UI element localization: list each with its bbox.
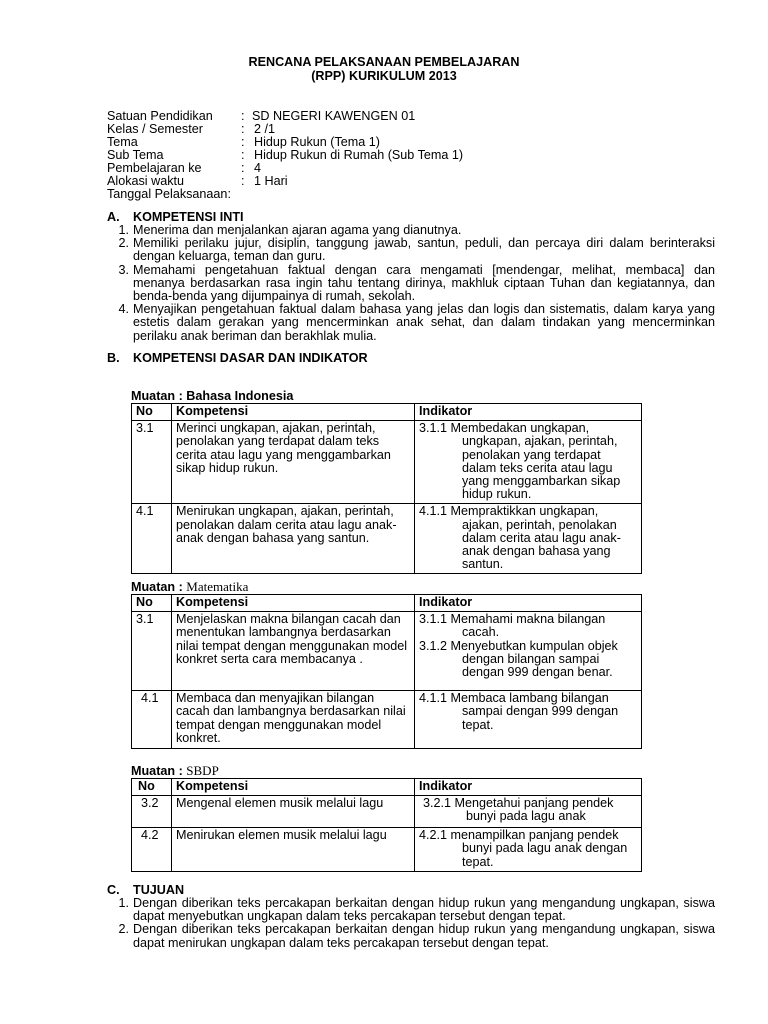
kompetensi-inti-list — [107, 224, 715, 343]
list-item: 1. Dengan diberikan teks percakapan berkaitan dengan hidup rukun yang mengandung ungkapan, siswa dapat menyebutkan ungkapan dalam teks percakapan tersebut dengan tepat. — [118, 896, 715, 924]
table-row: 3.1 Merinci ungkapan, ajakan, perintah, penolakan yang terdapat dalam teks cerita atau lagu yang menggambarkan sikap hidup rukun. 3.1.1 Membedakan ungkapan, ungkapan, ajakan, perintah, penolakan yang terdapat dalam teks cerita atau lagu yang menggambarkan sikap hidup rukun. — [132, 421, 642, 504]
table-row: 3.1 Menjelaskan makna bilangan cacah dan menentukan lambangnya berdasarkan nilai tempat dengan menggunakan model konkret serta cara membacanya . 3.1.1 Memahami makna bilangan cacah. 3.1.2 Menyebutkan kumpulan objek dengan bilangan sampai dengan 999 dengan benar. — [132, 612, 642, 691]
identity-row: Tanggal Pelaksanaan : — [107, 187, 231, 201]
table-row: 4.1 Menirukan ungkapan, ajakan, perintah, penolakan dalam cerita atau lagu anak-anak dengan bahasa yang santun. 4.1.1 Mempraktikkan ungkapan, ajakan, perintah, penolakan dalam cerita atau lagu anak-anak dengan bahasa yang santun. — [132, 504, 642, 574]
table-bahasa-indonesia — [131, 403, 642, 574]
table-row: 4.1 Membaca dan menyajikan bilangan cacah dan lambangnya berdasarkan nilai tempat dengan menggunakan model konkret. 4.1.1 Membaca lambang bilangan sampai dengan 999 dengan tepat. — [132, 691, 642, 749]
table-header-row: No Kompetensi Indikator — [132, 595, 642, 612]
identity-row: Pembelajaran ke : 4 — [107, 161, 262, 175]
tujuan-list — [107, 897, 715, 950]
identity-row: Satuan Pendidikan : SD NEGERI KAWENGEN 01 — [107, 109, 416, 123]
table-row: 3.2 Mengenal elemen musik melalui lagu 3.2.1 Mengetahui panjang pendek bunyi pada lagu anak — [132, 796, 642, 828]
list-item: 3. Memahami pengetahuan faktual dengan cara mengamati [mendengar, melihat, membaca] dan menanya berdasarkan rasa ingin tahu tentang dirinya, makhluk ciptaan Tuhan dan kegiatannya, dan benda-benda yang dijumpainya di rumah, sekolah. — [118, 262, 715, 304]
section-b-heading: B. KOMPETENSI DASAR DAN INDIKATOR — [107, 351, 368, 365]
list-item: 2. Memiliki perilaku jujur, disiplin, tanggung jawab, santun, peduli, dan percaya diri dalam berinteraksi dengan keluarga, teman dan guru. — [118, 236, 715, 264]
table-sbdp — [131, 778, 642, 872]
identity-row: Alokasi waktu : 1 Hari — [107, 174, 288, 188]
muatan-label-sbdp: Muatan : SBDP — [131, 763, 219, 778]
list-item: 2. Dengan diberikan teks percakapan berkaitan dengan hidup rukun yang mengandung ungkapan, siswa dapat menirukan ungkapan dalam teks percakapan tersebut dengan tepat. — [118, 922, 715, 950]
identity-row: Sub Tema : Hidup Rukun di Rumah (Sub Tema 1) — [107, 148, 464, 162]
section-a-heading: A. KOMPETENSI INTI — [107, 210, 244, 224]
table-header-row: No Kompetensi Indikator — [132, 404, 642, 421]
table-row: 4.2 Menirukan elemen musik melalui lagu 4.2.1 menampilkan panjang pendek bunyi pada lagu anak dengan tepat. — [132, 828, 642, 872]
table-matematika — [131, 594, 642, 749]
muatan-label-matematika: Muatan : Matematika — [131, 579, 249, 594]
muatan-label-bahasa: Muatan : Bahasa Indonesia — [131, 389, 294, 403]
table-header-row: No Kompetensi Indikator — [132, 779, 642, 796]
document-subtitle: (RPP) KURIKULUM 2013 — [311, 69, 457, 83]
identity-row: Tema : Hidup Rukun (Tema 1) — [107, 135, 380, 149]
identity-row: Kelas / Semester : 2 /1 — [107, 122, 276, 136]
identity-block — [107, 110, 463, 201]
document-title: RENCANA PELAKSANAAN PEMBELAJARAN — [248, 55, 520, 69]
list-item: 4. Menyajikan pengetahuan faktual dalam bahasa yang jelas dan logis dan sistematis, dalam karya yang estetis dalam gerakan yang mencerminkan anak sehat, dan dalam tindakan yang mencerminkan perilaku anak beriman dan berakhlak mulia. — [118, 302, 715, 343]
section-c-heading: C. TUJUAN — [107, 883, 185, 897]
list-item: 1. Menerima dan menjalankan ajaran agama yang dianutnya. — [118, 223, 462, 237]
